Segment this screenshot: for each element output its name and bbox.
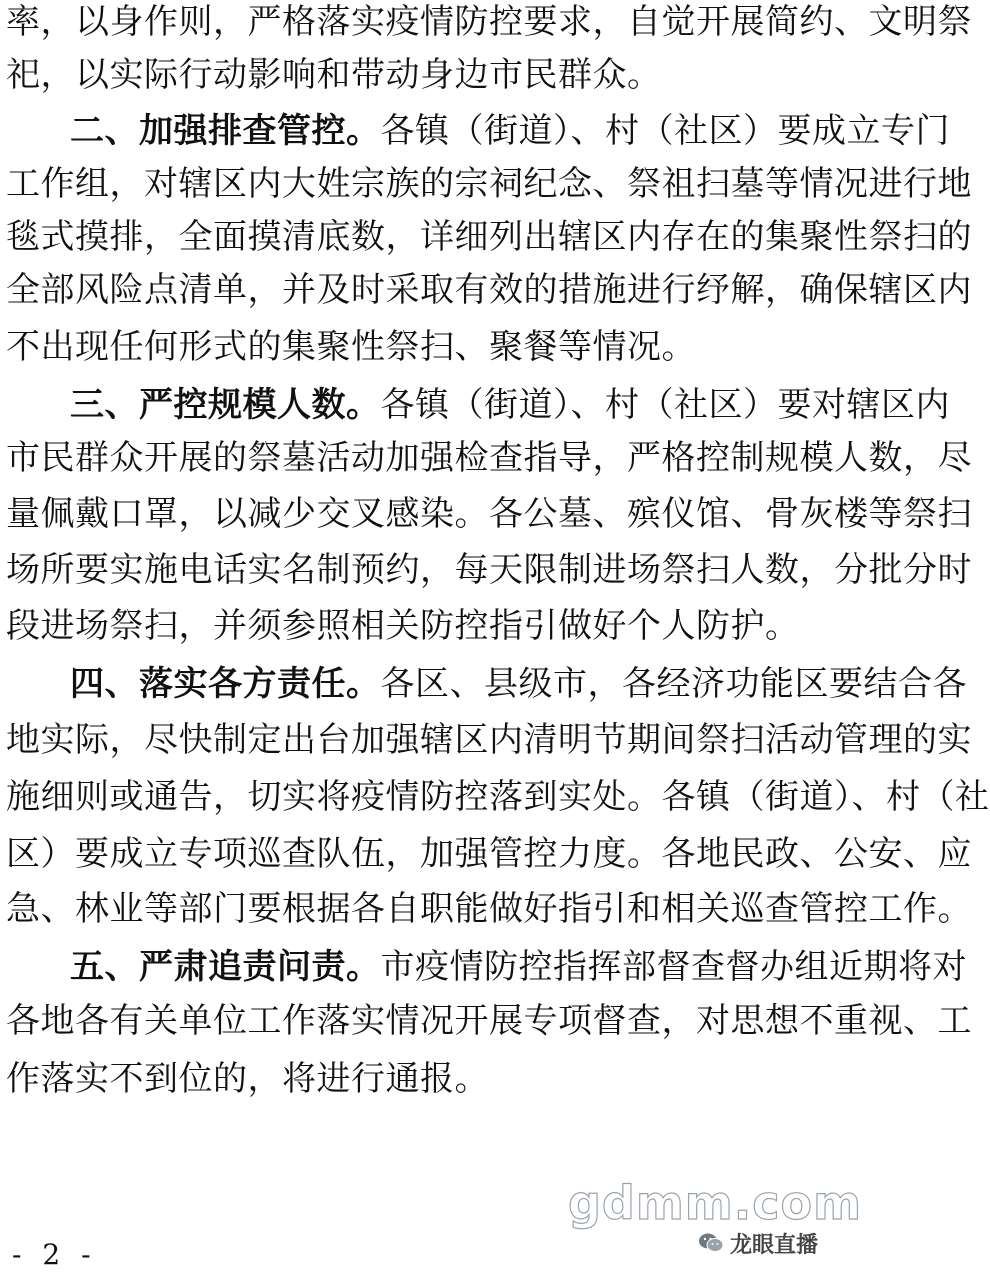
line-text: 市民群众开展的祭墓活动加强检查指导，严格控制规模人数，尽 bbox=[6, 438, 972, 478]
page-number: - 2 - bbox=[12, 1238, 97, 1271]
paragraph-line bbox=[6, 265, 972, 315]
section-heading: 二、加强排查管控。 bbox=[70, 111, 381, 151]
line-text: 急、林业等部门要根据各自职能做好指引和相关巡查管控工作。 bbox=[6, 889, 972, 929]
paragraph-line bbox=[6, 433, 972, 483]
brand-name: 龙眼直播 bbox=[730, 1232, 819, 1258]
line-text: 市疫情防控指挥部督查督办组近期将对 bbox=[380, 947, 967, 987]
line-text: 各区、县级市，各经济功能区要结合各 bbox=[380, 664, 967, 704]
line-text: 各镇（街道）、村（社区）要对辖区内 bbox=[380, 385, 950, 425]
paragraph-line bbox=[6, 545, 972, 595]
paragraph-line bbox=[6, 50, 828, 100]
line-text: 施细则或通告，切实将疫情防控落到实处。各镇（街道）、村（社 bbox=[6, 777, 990, 817]
paragraph-line bbox=[6, 601, 828, 651]
line-text: 工作组，对辖区内大姓宗族的宗祠纪念、祭祖扫墓等情况进行地 bbox=[6, 164, 972, 204]
paragraph-line bbox=[6, 772, 990, 822]
paragraph-line bbox=[6, 884, 972, 934]
brand-watermark bbox=[698, 1228, 818, 1258]
section-heading-line bbox=[70, 659, 967, 709]
site-watermark: gdmm.com bbox=[568, 1176, 862, 1230]
section-heading: 五、严肃追责问责。 bbox=[70, 947, 381, 987]
line-text: 各镇（街道）、村（社区）要成立专门 bbox=[380, 111, 950, 151]
section-heading: 三、严控规模人数。 bbox=[70, 385, 381, 425]
line-text: 各地各有关单位工作落实情况开展专项督查，对思想不重视、工 bbox=[6, 1001, 972, 1041]
line-text: 率，以身作则，严格落实疫情防控要求，自觉开展简约、文明祭 bbox=[6, 2, 972, 42]
wechat-icon bbox=[698, 1232, 724, 1254]
line-text: 段进场祭扫，并须参照相关防控指引做好个人防护。 bbox=[6, 606, 800, 646]
line-text: 区）要成立专项巡查队伍，加强管控力度。各地民政、公安、应 bbox=[6, 834, 972, 874]
line-text: 毯式摸排，全面摸清底数，详细列出辖区内存在的集聚性祭扫的 bbox=[6, 217, 972, 257]
section-heading: 四、落实各方责任。 bbox=[70, 664, 381, 704]
section-heading-line bbox=[70, 942, 967, 992]
line-text: 祀，以实际行动影响和带动身边市民群众。 bbox=[6, 55, 662, 95]
paragraph-line bbox=[6, 715, 972, 765]
section-heading-line bbox=[70, 106, 950, 156]
section-heading-line bbox=[70, 380, 950, 430]
paragraph-line bbox=[6, 996, 972, 1046]
paragraph-line bbox=[6, 322, 828, 372]
line-text: 量佩戴口罩，以减少交叉感染。各公墓、殡仪馆、骨灰楼等祭扫 bbox=[6, 494, 972, 534]
paragraph-line bbox=[6, 159, 972, 209]
line-text: 不出现任何形式的集聚性祭扫、聚餐等情况。 bbox=[6, 327, 696, 367]
line-text: 作落实不到位的，将进行通报。 bbox=[6, 1059, 489, 1099]
line-text: 场所要实施电话实名制预约，每天限制进场祭扫人数，分批分时 bbox=[6, 550, 972, 590]
paragraph-line bbox=[6, 829, 972, 879]
paragraph-line bbox=[6, 489, 972, 539]
paragraph-line bbox=[6, 1054, 828, 1104]
paragraph-line bbox=[6, 212, 972, 262]
line-text: 地实际，尽快制定出台加强辖区内清明节期间祭扫活动管理的实 bbox=[6, 720, 972, 760]
paragraph-line bbox=[6, 0, 972, 47]
line-text: 全部风险点清单，并及时采取有效的措施进行纾解，确保辖区内 bbox=[6, 270, 972, 310]
